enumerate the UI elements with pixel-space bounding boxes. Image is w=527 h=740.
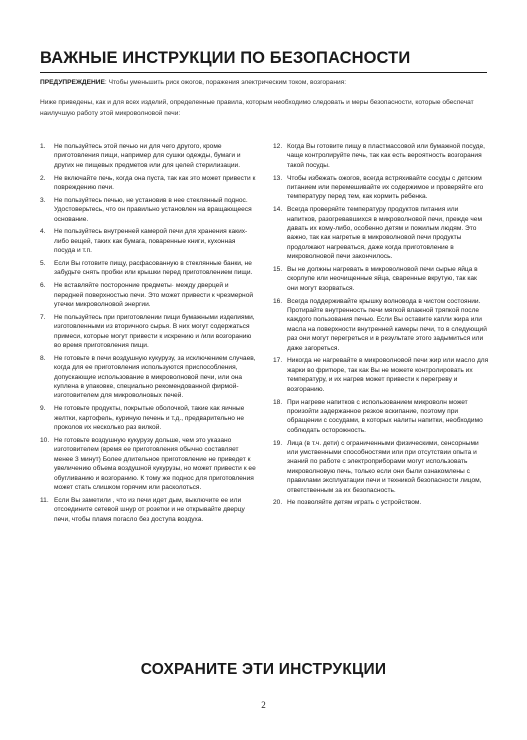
instruction-text: Всегда поддерживайте крышку волновода в чистом состоянии. Протирайте внутренность печи мягкой влажной тряпкой после каждого пользования печью. Если Вы оставите капли жира или масла на поверхности внутренней камеры печи, то в следующий раз они могут перегреться и в результате этого задымиться или даже загореться.: [287, 297, 487, 352]
instruction-item: [40, 281, 256, 309]
instruction-text: Не вставляйте посторонние предметы· между дверцей и передней поверхностью печи. Это может привести к чрезмерной утечки микроволновой энергии.: [54, 282, 254, 309]
instruction-number: 11.: [40, 496, 49, 504]
instruction-number: 10.: [40, 436, 50, 444]
instruction-item: [273, 398, 489, 436]
instruction-number: 13.: [273, 174, 283, 182]
instruction-item: [273, 174, 489, 202]
instruction-number: 16.: [273, 297, 283, 305]
right-instructions-column: [273, 142, 489, 511]
instruction-item: [40, 354, 256, 401]
instruction-item: [40, 142, 256, 170]
instruction-number: 9.: [40, 405, 46, 413]
instruction-text: При нагреве напитков с использованием микроволн может произойти задержанное резкое вскипание, поэтому при обращении с сосудами, в которых налиты напитки, необходимо соблюдать осторожность.: [287, 398, 483, 434]
instruction-item: [273, 265, 489, 293]
instruction-number: 7.: [40, 313, 46, 321]
instruction-text: Не включайте печь, когда она пуста, так как это может привести к повреждению печи.: [54, 174, 256, 192]
instruction-item: [273, 356, 489, 394]
instruction-number: 1.: [40, 143, 46, 150]
instruction-text: Не готовьте продукты, покрытые оболочкой, такие как яичные желтки, картофель, куриную печень и т.д., предварительно не проколов их несколько раз вилкой.: [54, 405, 245, 432]
instruction-number: 18.: [273, 398, 283, 406]
instruction-number: 4.: [40, 228, 46, 236]
save-instructions-heading: СОХРАНИТЕ ЭТИ ИНСТРУКЦИИ: [140, 661, 387, 678]
instruction-number: 6.: [40, 282, 46, 290]
instruction-text: Лица (в т.ч. дети) с ограниченными физическими, сенсорными или умственными способностями или при отсутствии опыта и знаний по работе с электроприборами могут использовать микроволновую печь, только если они были ознакомлены с правилами эксплуатации печи и техникой безопасности лицом, ответственным за их безопасность.: [287, 439, 482, 494]
instruction-text: Если Вы готовите пищу, расфасованную в стеклянные банки, не забудьте снять пробки или крышки перед приготовлением пищи.: [54, 260, 253, 277]
instruction-text: Не пользуйтесь при приготовлении пищи бумажными изделиями, изготовленными из вторичного сырья. В них могут содержаться примеси, которые могут привести к искрению и /или возгоранию во время приготовления пищи.: [54, 313, 255, 350]
instruction-text: Если Вы заметили , что из печи идет дым, выключите ее или отсоедините сетевой шнур от розетки и не открывайте дверцу печи, чтобы пламя погасло без доступа воздуха.: [54, 496, 245, 523]
instruction-number: 2.: [40, 174, 46, 182]
instruction-number: 15.: [273, 266, 283, 274]
instruction-text: Вы не должны нагревать в микроволновой печи сырые яйца в скорлупе или неочищенные яйца, сваренные вкрутую, так как они могут взорваться.: [287, 266, 478, 292]
instruction-number: 5.: [40, 260, 46, 268]
instruction-number: 14.: [273, 206, 283, 214]
instruction-item: [273, 439, 489, 495]
instruction-item: [40, 496, 256, 524]
instruction-text: Не готовьте в печи воздушную кукурузу, за исключением случаев, когда для ее приготовления используются приспособления, допускающие использование в микроволновой печи, или она куплена в упаковке, специально рекомендованной фирмой-изготовителем для микроволновых печей.: [54, 354, 256, 400]
warning-line: [40, 78, 487, 87]
instruction-number: 3.: [40, 196, 46, 204]
instruction-item: [40, 313, 256, 351]
instruction-number: 19.: [273, 439, 283, 447]
instruction-text: Чтобы избежать ожогов, всегда встряхивайте сосуды с детским питанием или перемешивайте их содержимое и проверяйте его температуру перед тем, как кормить ребенка.: [287, 174, 484, 201]
warning-text: : Чтобы уменьшить риск ожогов, поражения электрическим током, возгорания:: [104, 79, 347, 86]
instruction-number: 12.: [273, 143, 283, 150]
instruction-item: [273, 498, 489, 507]
instruction-text: Не пользуйтесь печью, не установив в нее стеклянный поднос. Удостоверьтесь, что он правильно установлен на вращающееся основание.: [54, 196, 252, 223]
instruction-number: 8.: [40, 354, 46, 362]
instruction-text: Когда Вы готовите пищу в пластмассовой или бумажной посуде, чаще контролируйте печь, так как есть вероятность возгорания такой посуды.: [287, 143, 486, 169]
instruction-number: 20.: [273, 499, 283, 507]
instruction-item: [40, 174, 256, 193]
instruction-item: [273, 205, 489, 261]
instruction-text: Не пользуйтесь внутренней камерой печи для хранения каких-либо вещей, таких как бумага, поваренные книги, кухонная посуда и т.п.: [54, 228, 248, 255]
page-title: ВАЖНЫЕ ИНСТРУКЦИИ ПО БЕЗОПАСНОСТИ: [40, 49, 411, 67]
instruction-item: [40, 436, 256, 492]
warning-label: ПРЕДУПРЕЖДЕНИЕ: [40, 79, 105, 86]
instruction-text: Не пользуйтесь этой печью ни для чего другого, кроме приготовления пищи, например для сушки одежды, бумаги и других не пищевых предметов или для целей стерилизации.: [54, 143, 241, 169]
instruction-item: [40, 196, 256, 224]
left-instructions-column: [40, 142, 256, 527]
page-number: 2: [261, 700, 266, 710]
instruction-item: [273, 142, 489, 170]
instruction-item: [40, 227, 256, 255]
instruction-item: [40, 259, 256, 278]
intro-paragraph: Ниже приведены, как и для всех изделий, определенные правила, которым необходимо следовать и меры безопасности, которые обеспечат наилучшую работу этой микроволновой печи:: [40, 99, 474, 117]
instruction-text: Никогда не нагревайте в микроволновой печи жир или масло для жарки во фритюре, так как Вы не можете контролировать их температуру, и их нагрев может привести к перегреву и возгоранию.: [287, 357, 489, 393]
instruction-item: [40, 404, 256, 432]
instruction-text: Не готовьте воздушную кукурузу дольше, чем это указано изготовителем (время ее приготовления обычно составляет менее 3 минут) Более длительное приготовление не приведет к увеличению объема воздушной кукурузы, но может привести к ее обугливанию и возгоранию. К тому же поднос для приготовления может стать слишком горячим или расколоться.: [54, 436, 256, 491]
instruction-number: 17.: [273, 357, 283, 365]
instruction-item: [273, 297, 489, 353]
instruction-text: Не позволяйте детям играть с устройством.: [287, 499, 422, 507]
title-divider: [40, 72, 487, 73]
instruction-text: Всегда проверяйте температуру продуктов питания или напитков, разогревавшихся в микроволновой печи, прежде чем давать их кому-либо, особенно детям и пожилым людям. Это важно, так как нагретые в микроволновой печи продукты продолжают нагреваться, даже когда приготовление в микроволновой печи закончилось.: [287, 206, 482, 261]
